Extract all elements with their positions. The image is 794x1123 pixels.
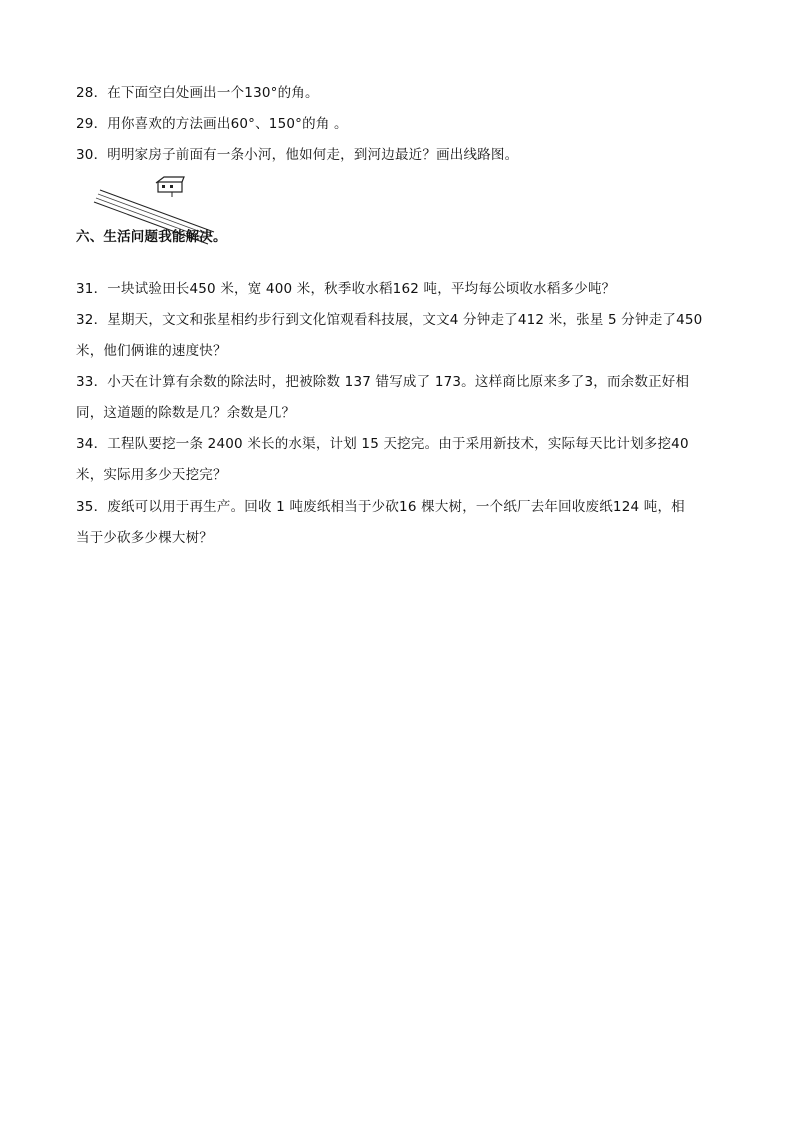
- question-35-line-1: 35．废纸可以用于再生产。回收 1 吨废纸相当于少砍16 棵大树，一个纸厂去年回收废纸124 吨，相: [76, 499, 685, 515]
- question-32-line-2: 米，他们俩谁的速度快？: [76, 343, 227, 359]
- section-heading: 六、生活问题我能解决。: [76, 229, 227, 245]
- question-28: 28．在下面空白处画出一个130°的角。: [76, 85, 319, 101]
- question-32-line-1: 32．星期天，文文和张星相约步行到文化馆观看科技展，文文4 分钟走了412 米，张星 5 分钟走了450: [76, 312, 703, 328]
- question-34-line-1: 34．工程队要挖一条 2400 米长的水渠，计划 15 天挖完。由于采用新技术，实际每天比计划多挖40: [76, 436, 689, 452]
- question-33-line-1: 33．小天在计算有余数的除法时，把被除数 137 错写成了 173。这样商比原来多了3，而余数正好相: [76, 374, 690, 390]
- question-29: 29．用你喜欢的方法画出60°、150°的角 。: [76, 116, 348, 132]
- house-icon: [156, 177, 184, 197]
- question-30: 30．明明家房子前面有一条小河，他如何走，到河边最近？画出线路图。: [76, 147, 519, 163]
- question-33-line-2: 同，这道题的除数是几？余数是几？: [76, 405, 296, 421]
- question-31-line-1: 31．一块试验田长450 米，宽 400 米，秋季收水稻162 吨，平均每公顷收水稻多少吨？: [76, 281, 616, 297]
- question-34-line-2: 米，实际用多少天挖完？: [76, 467, 227, 483]
- question-35-line-2: 当于少砍多少棵大树？: [76, 530, 213, 546]
